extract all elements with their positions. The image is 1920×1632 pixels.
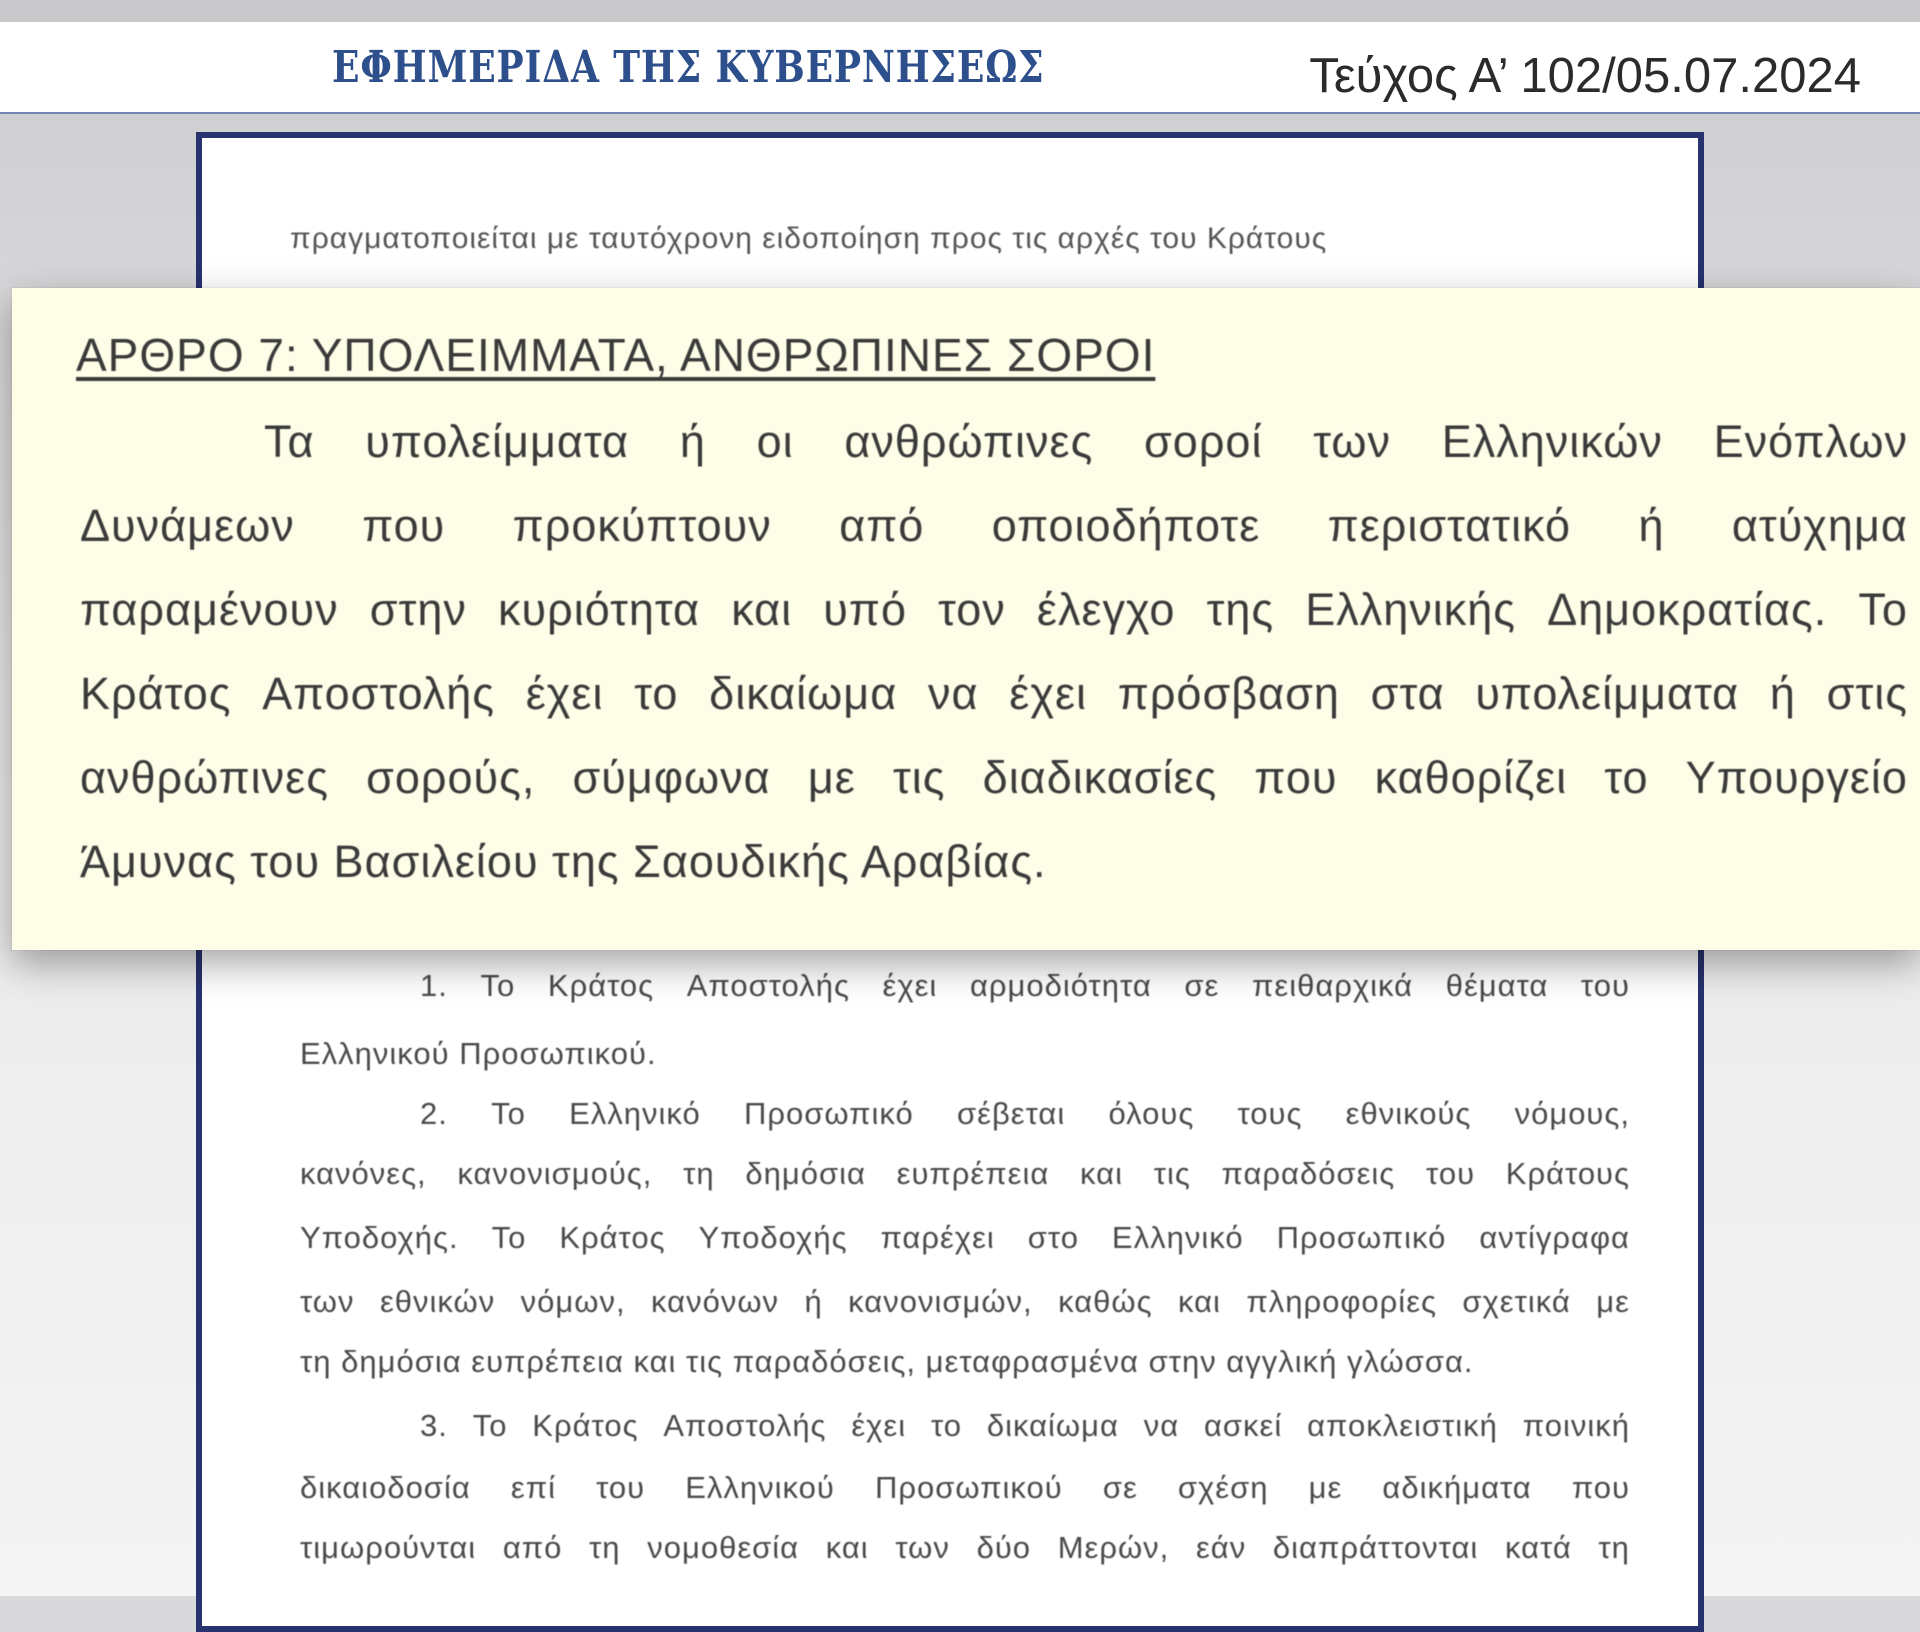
issue-reference: Τεύχος Α’ 102/05.07.2024 <box>1309 49 1861 103</box>
body-line: 3. Το Κράτος Αποστολής έχει το δικαίωμα να ασκεί αποκλειστική ποινική <box>420 1408 1630 1443</box>
callout-line: Δυνάμεων που προκύπτουν από οποιοδήποτε περιστατικό ή ατύχημα <box>80 500 1908 551</box>
body-line: τη δημόσια ευπρέπεια και τις παραδόσεις, μεταφρασμένα στην αγγλική γλώσσα. <box>300 1344 1474 1379</box>
article-callout <box>12 288 1920 950</box>
body-line: Ελληνικού Προσωπικού. <box>300 1036 657 1071</box>
callout-line: Άμυνας του Βασιλείου της Σαουδικής Αραβίας. <box>80 836 1047 887</box>
body-line: κανόνες, κανονισμούς, τη δημόσια ευπρέπεια και τις παραδόσεις του Κράτους <box>300 1156 1630 1191</box>
body-line: των εθνικών νόμων, κανόνων ή κανονισμών, καθώς και πληροφορίες σχετικά με <box>300 1284 1630 1319</box>
callout-line: Τα υπολείμματα ή οι ανθρώπινες σοροί των Ελληνικών Ενόπλων <box>264 416 1908 467</box>
document-top-line: πραγματοποιείται με ταυτόχρονη ειδοποίηση προς τις αρχές του Κράτους <box>290 222 1328 255</box>
body-line: Υποδοχής. Το Κράτος Υποδοχής παρέχει στο Ελληνικό Προσωπικό αντίγραφα <box>300 1220 1630 1255</box>
body-line: 1. Το Κράτος Αποστολής έχει αρμοδιότητα σε πειθαρχικά θέματα του <box>420 968 1630 1003</box>
callout-line: παραμένουν στην κυριότητα και υπό τον έλεγχο της Ελληνικής Δημοκρατίας. Το <box>80 584 1908 635</box>
gazette-header <box>0 22 1920 114</box>
callout-line: ανθρώπινες σορούς, σύμφωνα με τις διαδικασίες που καθορίζει το Υπουργείο <box>80 752 1908 803</box>
gazette-title: ΕΦΗΜΕΡΙΔΑ ΤΗΣ ΚΥΒΕΡΝΗΣΕΩΣ <box>332 42 1045 93</box>
body-line: δικαιοδοσία επί του Ελληνικού Προσωπικού σε σχέση με αδικήματα που <box>300 1470 1630 1505</box>
body-line: τιμωρούνται από τη νομοθεσία και των δύο Μερών, εάν διαπράττονται κατά τη <box>300 1530 1630 1565</box>
article-heading: ΑΡΘΡΟ 7: ΥΠΟΛΕΙΜΜΑΤΑ, ΑΝΘΡΩΠΙΝΕΣ ΣΟΡΟΙ <box>76 329 1156 381</box>
callout-line: Κράτος Αποστολής έχει το δικαίωμα να έχει πρόσβαση στα υπολείμματα ή στις <box>80 668 1908 719</box>
body-line: 2. Το Ελληνικό Προσωπικό σέβεται όλους τους εθνικούς νόμους, <box>420 1096 1630 1131</box>
top-strip <box>0 0 1920 22</box>
